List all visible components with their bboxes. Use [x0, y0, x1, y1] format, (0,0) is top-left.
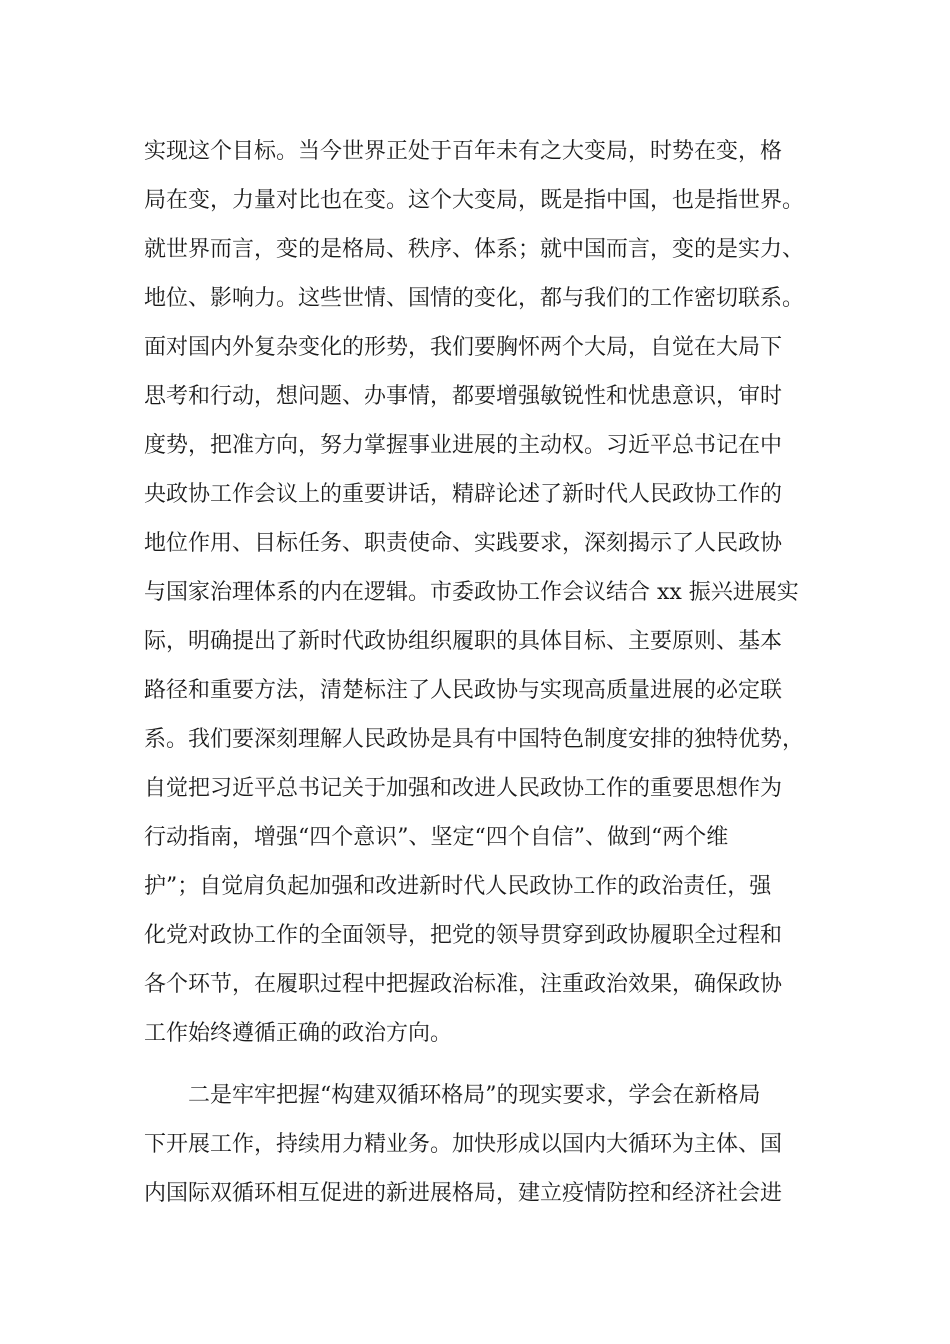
- text-line: 路径和重要方法，清楚标注了人民政协与实现高质量进展的必定联: [144, 678, 783, 703]
- text-line: 就世界而言，变的是格局、秩序、体系；就中国而言，变的是实力、: [144, 237, 805, 262]
- text-line: 各个环节，在履职过程中把握政治标准，注重政治效果，确保政协: [144, 972, 783, 997]
- text-line: 化党对政协工作的全面领导，把党的领导贯穿到政协履职全过程和: [144, 923, 783, 948]
- text-line: 护”；自觉肩负起加强和改进新时代人民政协工作的政治责任，强: [144, 874, 772, 899]
- text-line: 央政协工作会议上的重要讲话，精辟论述了新时代人民政协工作的: [144, 482, 783, 507]
- text-line: 度势，把准方向，努力掌握事业进展的主动权。习近平总书记在中: [144, 433, 783, 458]
- paragraph-first-line: 二是牢牢把握“构建双循环格局”的现实要求，学会在新格局: [188, 1083, 761, 1108]
- text-line: 际，明确提出了新时代政协组织履职的具体目标、主要原则、基本: [144, 629, 783, 654]
- text-line: 地位作用、目标任务、职责使命、实践要求，深刻揭示了人民政协: [144, 531, 783, 556]
- text-line: 面对国内外复杂变化的形势，我们要胸怀两个大局，自觉在大局下: [144, 335, 783, 360]
- text-line: 局在变，力量对比也在变。这个大变局，既是指中国，也是指世界。: [144, 188, 805, 213]
- text-line: 与国家治理体系的内在逻辑。市委政协工作会议结合 xx 振兴进展实: [144, 580, 799, 605]
- text-line: 行动指南，增强“四个意识”、坚定“四个自信”、做到“两个维: [144, 825, 729, 850]
- text-line: 系。我们要深刻理解人民政协是具有中国特色制度安排的独特优势，: [144, 727, 805, 752]
- text-line: 内国际双循环相互促进的新进展格局，建立疫情防控和经济社会进: [144, 1181, 783, 1206]
- text-line: 工作始终遵循正确的政治方向。: [144, 1021, 453, 1046]
- text-line: 地位、影响力。这些世情、国情的变化，都与我们的工作密切联系。: [144, 286, 805, 311]
- text-line: 下开展工作，持续用力精业务。加快形成以国内大循环为主体、国: [144, 1132, 783, 1157]
- text-line: 自觉把习近平总书记关于加强和改进人民政协工作的重要思想作为: [144, 776, 783, 801]
- text-line: 思考和行动，想问题、办事情，都要增强敏锐性和忧患意识，审时: [144, 384, 783, 409]
- text-line: 实现这个目标。当今世界正处于百年未有之大变局，时势在变，格: [144, 139, 783, 164]
